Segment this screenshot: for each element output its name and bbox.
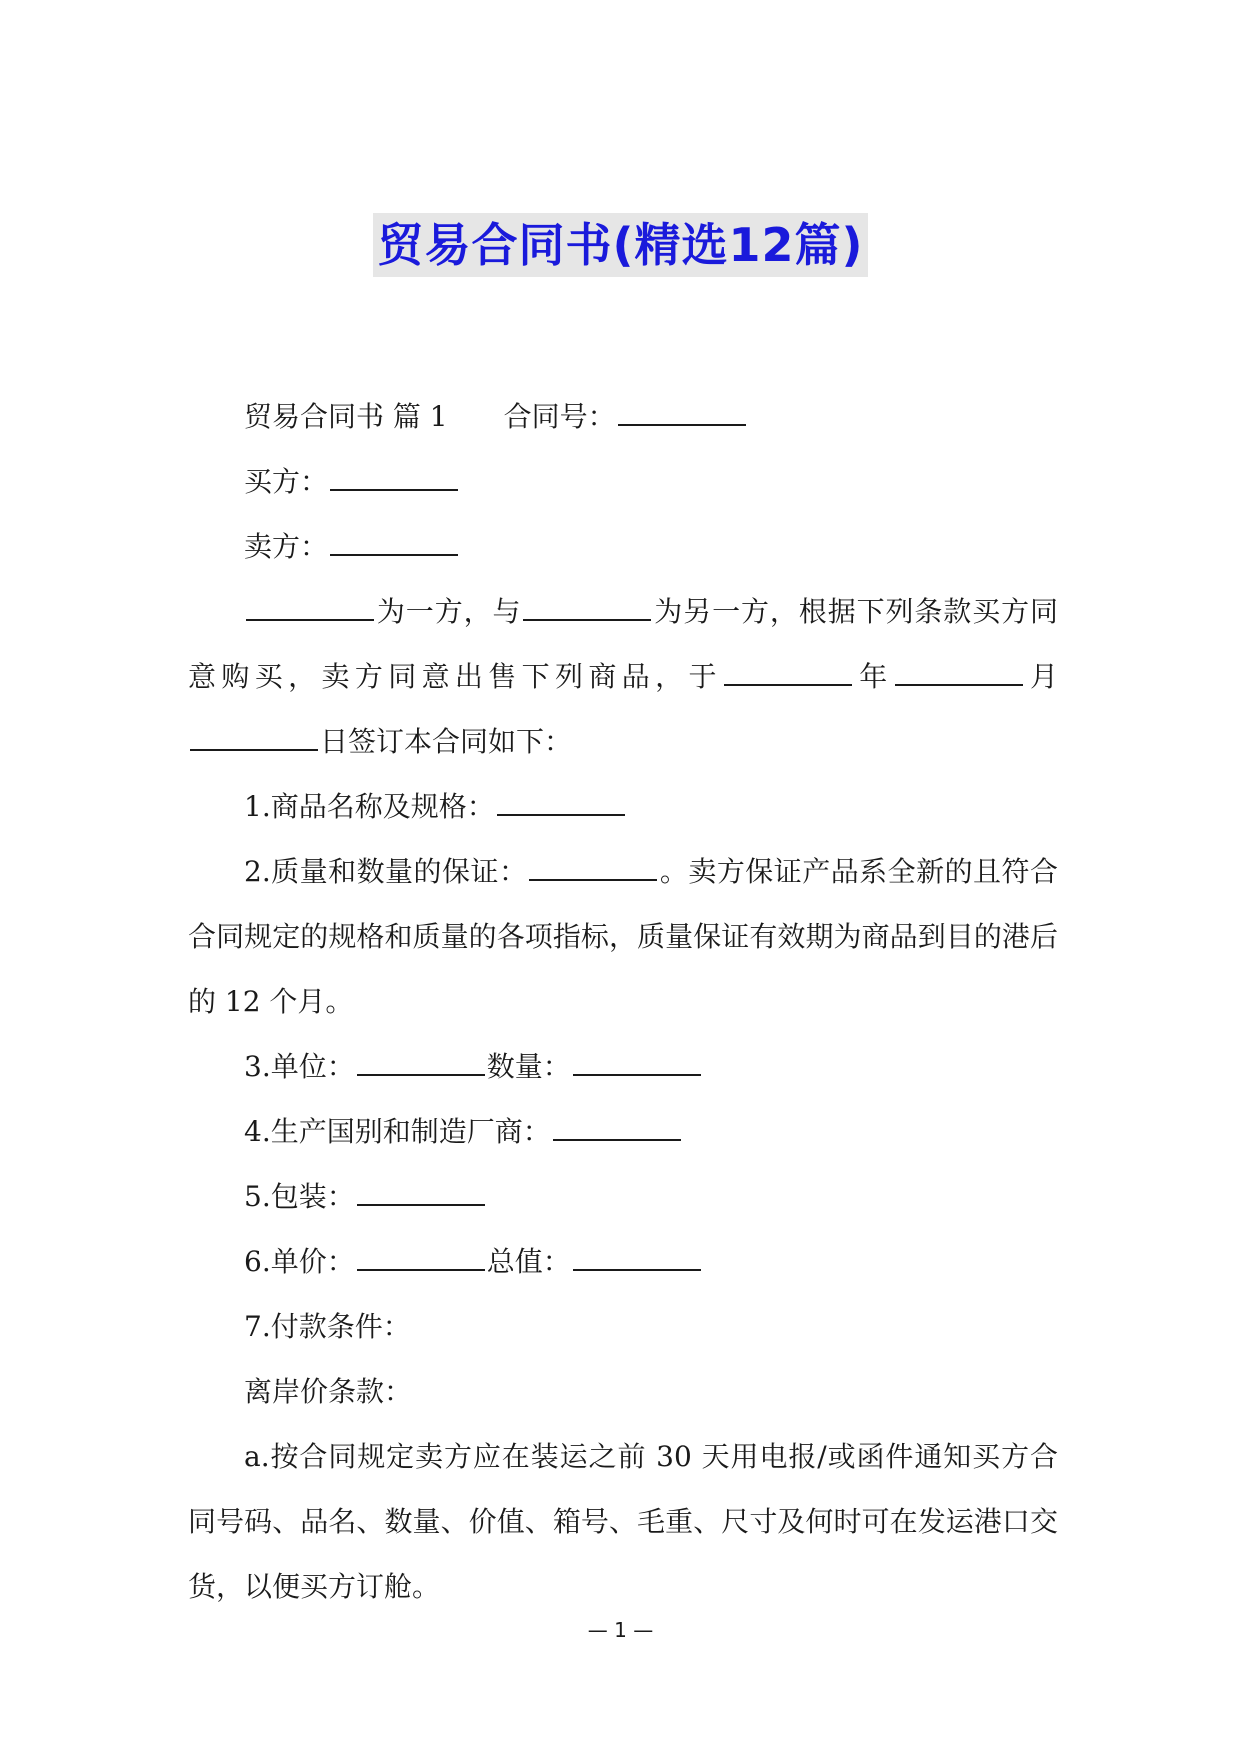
contract-no-blank <box>618 394 746 426</box>
buyer-blank <box>330 459 458 491</box>
fob-label: 离岸价条款： <box>244 1375 413 1408</box>
item-2-text: 。卖方保证产品系全新的且符合合同规定的规格和质量的各项指标，质量保证有效期为商品到目的港后的 12 个月。 <box>188 855 1058 1018</box>
item-7-label: 7.付款条件： <box>244 1310 411 1343</box>
item-6-total-label: 总值： <box>486 1245 571 1278</box>
seller-label: 卖方： <box>244 530 329 563</box>
item-1-label: 1.商品名称及规格： <box>244 790 495 823</box>
day-blank <box>190 719 318 751</box>
item-3 <box>188 1034 1058 1099</box>
contract-no-label: 合同号： <box>503 400 616 433</box>
item-5-blank <box>357 1174 485 1206</box>
header-line <box>188 384 1058 449</box>
buyer-line <box>188 449 1058 514</box>
item-1-blank <box>497 784 625 816</box>
item-5-label: 5.包装： <box>244 1180 355 1213</box>
seller-blank <box>330 524 458 556</box>
intro-text-1: 为一方，与 <box>376 595 522 628</box>
month-label: 月 <box>1024 660 1058 693</box>
intro-paragraph <box>188 579 1058 774</box>
party-two-blank <box>523 589 651 621</box>
party-one-blank <box>246 589 374 621</box>
unit-blank <box>357 1044 485 1076</box>
section-heading: 贸易合同书 篇 1 <box>244 400 448 433</box>
buyer-label: 买方： <box>244 465 329 498</box>
item-5 <box>188 1164 1058 1229</box>
item-4-blank <box>553 1109 681 1141</box>
clause-a: a.按合同规定卖方应在装运之前 30 天用电报/或函件通知买方合同号码、品名、数量、价值、箱号、毛重、尺寸及何时可在发运港口交货，以便买方订舱。 <box>188 1440 1058 1603</box>
item-2 <box>188 839 1058 1034</box>
document-title: 贸易合同书(精选12篇) <box>373 213 867 277</box>
item-1 <box>188 774 1058 839</box>
intro-text-3: 日签订本合同如下： <box>320 725 573 758</box>
price-blank <box>357 1239 485 1271</box>
fob-heading <box>188 1359 1058 1424</box>
title-container <box>0 213 1241 277</box>
year-blank <box>724 654 852 686</box>
item-2-blank <box>529 849 657 881</box>
item-4-label: 4.生产国别和制造厂商： <box>244 1115 551 1148</box>
page-number: — 1 — <box>587 1618 654 1642</box>
item-3-unit-label: 3.单位： <box>244 1050 355 1083</box>
intro-text-2: 为另一方，根据下列条款买方同意购买，卖方同意出售下列商品，于 <box>188 595 1058 693</box>
item-7 <box>188 1294 1058 1359</box>
item-2-label: 2.质量和数量的保证： <box>244 855 528 888</box>
item-4 <box>188 1099 1058 1164</box>
year-label: 年 <box>853 660 893 693</box>
document-body <box>188 384 1058 1619</box>
month-blank <box>895 654 1023 686</box>
item-6-price-label: 6.单价： <box>244 1245 355 1278</box>
qty-blank <box>573 1044 701 1076</box>
total-blank <box>573 1239 701 1271</box>
item-3-qty-label: 数量： <box>486 1050 571 1083</box>
seller-line <box>188 514 1058 579</box>
item-6 <box>188 1229 1058 1294</box>
